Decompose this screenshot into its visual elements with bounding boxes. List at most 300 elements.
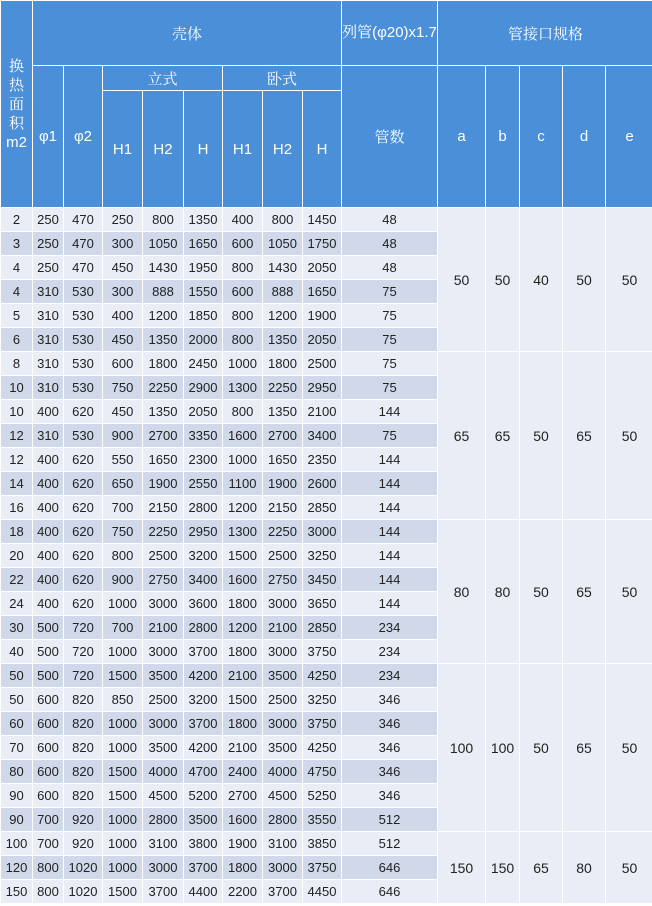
nozzle-c-cell: 65 [520,832,563,904]
cell-tube-count: 346 [342,688,438,712]
cell-phi2: 920 [64,832,103,856]
cell-h-h: 4450 [303,880,342,904]
cell-h-h1: 800 [223,400,263,424]
cell-tube-count: 48 [342,256,438,280]
cell-h-h2: 1050 [263,232,303,256]
cell-tube-count: 144 [342,520,438,544]
cell-tube-count: 144 [342,496,438,520]
cell-area: 90 [1,784,33,808]
cell-v-h2: 2250 [143,376,184,400]
cell-v-h2: 3000 [143,592,184,616]
cell-h-h2: 3100 [263,832,303,856]
cell-h-h: 3000 [303,520,342,544]
cell-phi1: 400 [33,544,64,568]
cell-v-h2: 800 [143,208,184,232]
nozzle-b-cell: 65 [486,352,520,520]
cell-h-h: 3650 [303,592,342,616]
cell-v-h1: 750 [103,520,143,544]
cell-v-h2: 1900 [143,472,184,496]
cell-v-h1: 1500 [103,784,143,808]
cell-h-h2: 1900 [263,472,303,496]
cell-area: 10 [1,400,33,424]
cell-area: 22 [1,568,33,592]
cell-v-h1: 450 [103,256,143,280]
vertical-h1-header: H1 [103,91,143,208]
nozzle-e-header: e [606,66,652,208]
cell-v-h1: 750 [103,376,143,400]
cell-phi2: 720 [64,640,103,664]
cell-v-h1: 650 [103,472,143,496]
cell-h-h: 3250 [303,544,342,568]
cell-v-h2: 3000 [143,640,184,664]
cell-tube-count: 144 [342,400,438,424]
cell-v-h2: 1350 [143,328,184,352]
cell-tube-count: 512 [342,808,438,832]
cell-v-h2: 1800 [143,352,184,376]
cell-area: 70 [1,736,33,760]
cell-phi1: 600 [33,688,64,712]
cell-v-h1: 550 [103,448,143,472]
cell-v-h1: 1000 [103,808,143,832]
cell-h-h: 2350 [303,448,342,472]
cell-phi2: 620 [64,544,103,568]
cell-phi1: 600 [33,712,64,736]
nozzle-c-header: c [520,66,563,208]
nozzle-a-cell: 65 [438,352,486,520]
cell-v-h: 2050 [184,400,223,424]
cell-area: 120 [1,856,33,880]
cell-h-h: 2600 [303,472,342,496]
cell-area: 10 [1,376,33,400]
cell-tube-count: 346 [342,736,438,760]
cell-h-h: 2850 [303,496,342,520]
nozzle-e-cell: 50 [606,520,652,664]
cell-v-h1: 700 [103,496,143,520]
nozzle-d-cell: 80 [563,832,606,904]
nozzle-a-cell: 100 [438,664,486,832]
cell-h-h2: 3500 [263,736,303,760]
nozzle-d-header: d [563,66,606,208]
cell-h-h2: 800 [263,208,303,232]
cell-tube-count: 234 [342,640,438,664]
cell-h-h: 3250 [303,688,342,712]
cell-v-h: 3500 [184,808,223,832]
nozzle-e-cell: 50 [606,208,652,352]
cell-v-h1: 300 [103,232,143,256]
cell-v-h2: 2750 [143,568,184,592]
cell-v-h2: 3700 [143,880,184,904]
cell-tube-count: 646 [342,856,438,880]
cell-h-h1: 1300 [223,520,263,544]
cell-h-h2: 1350 [263,328,303,352]
cell-phi2: 530 [64,352,103,376]
cell-h-h1: 1500 [223,544,263,568]
cell-h-h1: 1800 [223,712,263,736]
cell-v-h1: 900 [103,568,143,592]
cell-v-h2: 2150 [143,496,184,520]
cell-v-h: 2800 [184,616,223,640]
cell-h-h2: 2250 [263,376,303,400]
cell-v-h: 5200 [184,784,223,808]
cell-phi2: 620 [64,520,103,544]
nozzle-e-cell: 50 [606,664,652,832]
cell-h-h1: 1200 [223,616,263,640]
cell-v-h2: 3100 [143,832,184,856]
cell-phi2: 820 [64,760,103,784]
cell-h-h2: 2700 [263,424,303,448]
cell-phi2: 620 [64,472,103,496]
cell-area: 40 [1,640,33,664]
cell-phi1: 310 [33,280,64,304]
cell-phi2: 530 [64,304,103,328]
cell-phi1: 310 [33,376,64,400]
cell-v-h: 1550 [184,280,223,304]
cell-h-h: 3750 [303,712,342,736]
nozzle-e-cell: 50 [606,832,652,904]
cell-h-h: 2050 [303,256,342,280]
nozzle-b-cell: 100 [486,664,520,832]
cell-tube-count: 234 [342,664,438,688]
cell-phi2: 470 [64,232,103,256]
cell-v-h: 1650 [184,232,223,256]
cell-h-h2: 1200 [263,304,303,328]
cell-v-h1: 1500 [103,760,143,784]
cell-h-h1: 1800 [223,640,263,664]
cell-v-h2: 3500 [143,664,184,688]
cell-h-h2: 3700 [263,880,303,904]
cell-v-h: 1950 [184,256,223,280]
nozzle-d-cell: 65 [563,520,606,664]
cell-h-h2: 2800 [263,808,303,832]
cell-v-h1: 450 [103,400,143,424]
cell-area: 18 [1,520,33,544]
cell-h-h2: 3000 [263,856,303,880]
horizontal-h-header: H [303,91,342,208]
cell-h-h1: 600 [223,280,263,304]
cell-h-h1: 1600 [223,568,263,592]
cell-area: 50 [1,688,33,712]
cell-phi2: 530 [64,424,103,448]
nozzle-b-cell: 80 [486,520,520,664]
cell-phi1: 600 [33,760,64,784]
cell-tube-count: 75 [342,280,438,304]
cell-phi2: 820 [64,784,103,808]
table-header [1,1,652,208]
cell-h-h2: 3500 [263,664,303,688]
vertical-h-header: H [184,91,223,208]
cell-v-h2: 2500 [143,688,184,712]
cell-area: 4 [1,256,33,280]
cell-h-h1: 1500 [223,688,263,712]
cell-v-h1: 1000 [103,712,143,736]
cell-h-h1: 1000 [223,448,263,472]
cell-h-h1: 1300 [223,376,263,400]
cell-h-h2: 3000 [263,640,303,664]
phi1-header: φ1 [33,66,64,208]
cell-h-h2: 2250 [263,520,303,544]
cell-phi2: 470 [64,208,103,232]
vertical-h2-header: H2 [143,91,184,208]
cell-area: 100 [1,832,33,856]
cell-h-h: 2050 [303,328,342,352]
cell-v-h: 1850 [184,304,223,328]
cell-phi1: 600 [33,736,64,760]
cell-v-h: 3700 [184,856,223,880]
nozzle-a-cell: 150 [438,832,486,904]
cell-v-h2: 1050 [143,232,184,256]
cell-phi1: 700 [33,832,64,856]
cell-h-h1: 800 [223,256,263,280]
nozzle-d-cell: 50 [563,208,606,352]
cell-v-h2: 2100 [143,616,184,640]
cell-area: 3 [1,232,33,256]
cell-v-h2: 1350 [143,400,184,424]
cell-h-h1: 1800 [223,592,263,616]
nozzle-c-cell: 50 [520,520,563,664]
cell-v-h1: 1500 [103,664,143,688]
cell-phi1: 500 [33,664,64,688]
cell-phi1: 250 [33,208,64,232]
cell-h-h1: 1200 [223,496,263,520]
tube-count-header: 管数 [342,66,438,208]
cell-h-h1: 2100 [223,664,263,688]
cell-area: 2 [1,208,33,232]
cell-area: 14 [1,472,33,496]
cell-h-h: 4250 [303,664,342,688]
cell-h-h2: 2100 [263,616,303,640]
cell-area: 5 [1,304,33,328]
cell-h-h1: 1800 [223,856,263,880]
cell-phi2: 470 [64,256,103,280]
cell-tube-count: 144 [342,544,438,568]
cell-phi1: 310 [33,328,64,352]
cell-h-h1: 1600 [223,808,263,832]
cell-h-h: 4750 [303,760,342,784]
area-header: 换热面积m2 [1,1,33,208]
nozzle-a-cell: 50 [438,208,486,352]
nozzle-c-cell: 50 [520,664,563,832]
cell-h-h1: 1600 [223,424,263,448]
cell-v-h2: 2800 [143,808,184,832]
cell-phi2: 720 [64,616,103,640]
nozzle-a-header: a [438,66,486,208]
nozzle-b-cell: 50 [486,208,520,352]
cell-phi2: 1020 [64,880,103,904]
cell-phi2: 620 [64,568,103,592]
cell-h-h1: 600 [223,232,263,256]
cell-v-h2: 4000 [143,760,184,784]
cell-v-h: 4400 [184,880,223,904]
cell-area: 4 [1,280,33,304]
cell-v-h1: 1000 [103,832,143,856]
cell-phi1: 400 [33,592,64,616]
cell-h-h: 1450 [303,208,342,232]
cell-h-h: 2500 [303,352,342,376]
cell-v-h: 2000 [184,328,223,352]
shell-header: 壳体 [33,1,342,66]
cell-h-h2: 1350 [263,400,303,424]
horizontal-header: 卧式 [223,66,342,91]
cell-v-h: 3700 [184,712,223,736]
cell-phi1: 400 [33,520,64,544]
cell-h-h: 3450 [303,568,342,592]
cell-v-h1: 1000 [103,640,143,664]
cell-area: 30 [1,616,33,640]
cell-tube-count: 144 [342,592,438,616]
cell-phi2: 820 [64,736,103,760]
cell-h-h: 1650 [303,280,342,304]
cell-v-h2: 888 [143,280,184,304]
cell-tube-count: 346 [342,712,438,736]
horizontal-h2-header: H2 [263,91,303,208]
cell-v-h1: 450 [103,328,143,352]
cell-h-h: 2850 [303,616,342,640]
cell-h-h2: 2500 [263,688,303,712]
cell-h-h2: 1800 [263,352,303,376]
cell-h-h1: 2200 [223,880,263,904]
nozzle-b-cell: 150 [486,832,520,904]
cell-v-h1: 600 [103,352,143,376]
cell-v-h: 3400 [184,568,223,592]
cell-tube-count: 75 [342,352,438,376]
cell-h-h: 3850 [303,832,342,856]
cell-h-h: 1750 [303,232,342,256]
cell-phi2: 530 [64,376,103,400]
cell-h-h1: 1000 [223,352,263,376]
table-row [1,832,652,856]
nozzle-d-cell: 65 [563,664,606,832]
cell-v-h1: 700 [103,616,143,640]
cell-v-h2: 1650 [143,448,184,472]
cell-phi1: 250 [33,232,64,256]
cell-tube-count: 346 [342,784,438,808]
cell-h-h: 2950 [303,376,342,400]
cell-phi1: 310 [33,304,64,328]
cell-v-h: 2550 [184,472,223,496]
cell-tube-count: 75 [342,376,438,400]
cell-h-h2: 3000 [263,712,303,736]
cell-phi1: 400 [33,400,64,424]
cell-tube-count: 512 [342,832,438,856]
cell-h-h: 2100 [303,400,342,424]
cell-h-h1: 2100 [223,736,263,760]
cell-tube-count: 646 [342,880,438,904]
cell-phi1: 500 [33,640,64,664]
cell-phi1: 310 [33,424,64,448]
cell-area: 24 [1,592,33,616]
cell-area: 20 [1,544,33,568]
cell-phi1: 700 [33,808,64,832]
table-row [1,520,652,544]
cell-h-h1: 1900 [223,832,263,856]
cell-phi2: 620 [64,496,103,520]
cell-area: 6 [1,328,33,352]
cell-area: 90 [1,808,33,832]
cell-area: 8 [1,352,33,376]
cell-tube-count: 144 [342,568,438,592]
cell-v-h1: 250 [103,208,143,232]
cell-phi1: 400 [33,472,64,496]
cell-tube-count: 144 [342,448,438,472]
cell-h-h2: 1430 [263,256,303,280]
cell-phi2: 920 [64,808,103,832]
cell-phi2: 620 [64,448,103,472]
vertical-header: 立式 [103,66,223,91]
cell-v-h1: 400 [103,304,143,328]
cell-phi2: 530 [64,280,103,304]
cell-phi2: 620 [64,592,103,616]
cell-h-h2: 888 [263,280,303,304]
table-row [1,664,652,688]
nozzle-c-cell: 50 [520,352,563,520]
cell-tube-count: 234 [342,616,438,640]
cell-area: 60 [1,712,33,736]
cell-h-h1: 800 [223,328,263,352]
cell-h-h: 1900 [303,304,342,328]
cell-phi1: 600 [33,784,64,808]
cell-tube-count: 75 [342,304,438,328]
cell-h-h1: 1100 [223,472,263,496]
cell-area: 50 [1,664,33,688]
cell-v-h2: 2250 [143,520,184,544]
cell-tube-count: 48 [342,208,438,232]
cell-v-h1: 1000 [103,856,143,880]
cell-v-h2: 2500 [143,544,184,568]
cell-h-h: 5250 [303,784,342,808]
cell-area: 150 [1,880,33,904]
cell-v-h: 2450 [184,352,223,376]
nozzle-b-header: b [486,66,520,208]
tubes-header: 列管(φ20)x1.7 [342,1,438,66]
cell-tube-count: 48 [342,232,438,256]
cell-h-h1: 2700 [223,784,263,808]
cell-phi2: 1020 [64,856,103,880]
cell-h-h2: 2150 [263,496,303,520]
cell-v-h1: 900 [103,424,143,448]
cell-h-h: 4250 [303,736,342,760]
cell-v-h: 3200 [184,688,223,712]
cell-phi1: 250 [33,256,64,280]
cell-v-h: 2800 [184,496,223,520]
cell-h-h: 3550 [303,808,342,832]
cell-phi1: 400 [33,496,64,520]
cell-phi2: 820 [64,712,103,736]
cell-h-h1: 800 [223,304,263,328]
cell-h-h: 3400 [303,424,342,448]
cell-area: 16 [1,496,33,520]
cell-v-h: 4700 [184,760,223,784]
cell-v-h1: 800 [103,544,143,568]
cell-v-h1: 850 [103,688,143,712]
cell-v-h: 3200 [184,544,223,568]
nozzle-c-cell: 40 [520,208,563,352]
cell-phi2: 530 [64,328,103,352]
cell-v-h: 4200 [184,736,223,760]
phi2-header: φ2 [64,66,103,208]
cell-v-h2: 1200 [143,304,184,328]
cell-h-h2: 4000 [263,760,303,784]
cell-tube-count: 75 [342,424,438,448]
cell-v-h: 1350 [184,208,223,232]
cell-area: 80 [1,760,33,784]
cell-v-h: 4200 [184,664,223,688]
cell-v-h: 3700 [184,640,223,664]
nozzle-a-cell: 80 [438,520,486,664]
cell-v-h2: 3500 [143,736,184,760]
cell-area: 12 [1,424,33,448]
cell-v-h1: 1500 [103,880,143,904]
cell-v-h2: 4500 [143,784,184,808]
